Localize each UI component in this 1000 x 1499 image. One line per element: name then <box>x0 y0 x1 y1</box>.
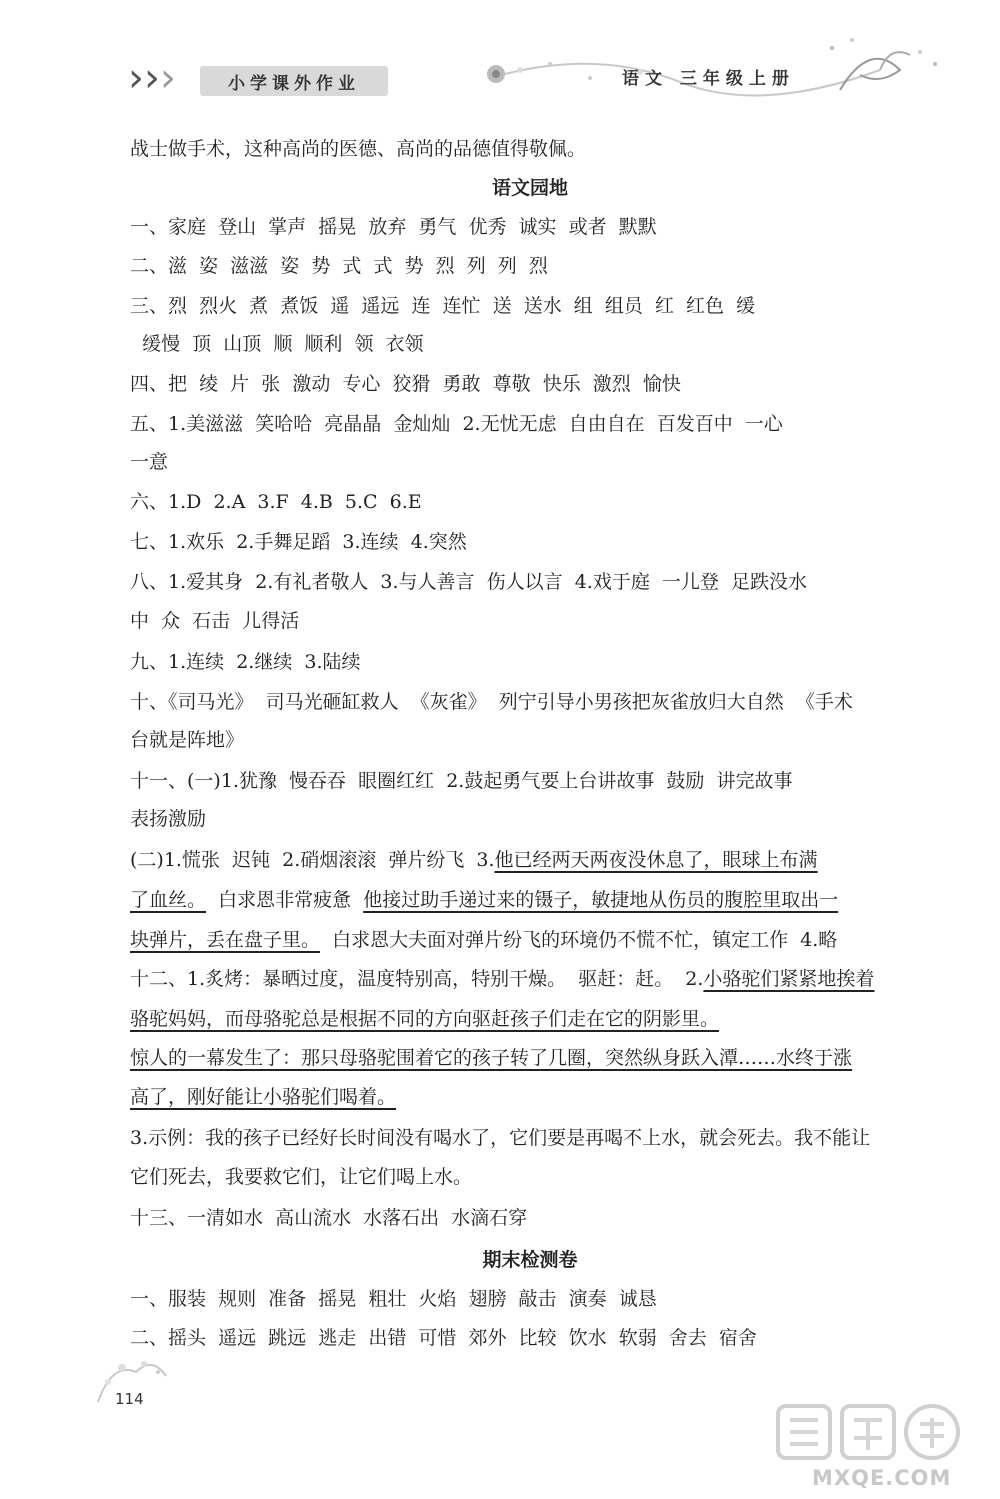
answer-line: 台就是阵地》 <box>130 729 245 751</box>
answer-text: 白求恩非常疲惫 <box>206 889 364 911</box>
chevron-right-icon: › <box>160 55 176 101</box>
underlined-answer: 他接过助手递过来的镊子，敏捷地从伤员的腹腔里取出一 <box>363 889 839 911</box>
answer-line <box>130 886 838 914</box>
page-header <box>0 0 1000 120</box>
answer-line: 七、1.欢乐 2.手舞足蹈 3.连续 4.突然 <box>130 531 467 553</box>
watermark-logo <box>768 1398 968 1468</box>
answer-line: 四、把 绫 片 张 激动 专心 狡猾 勇敢 尊敬 快乐 激烈 愉快 <box>130 373 681 395</box>
answer-line <box>130 965 874 993</box>
answer-line <box>130 926 837 954</box>
answer-line: 八、1.爱其身 2.有礼者敬人 3.与人善言 伤人以言 4.戏于庭 一儿登 足跌没水 <box>130 571 807 593</box>
answer-line: 六、1.D 2.A 3.F 4.B 5.C 6.E <box>130 491 422 513</box>
answer-line: 九、1.连续 2.继续 3.陆续 <box>130 651 361 673</box>
answer-line: 一、家庭 登山 掌声 摇晃 放弃 勇气 优秀 诚实 或者 默默 <box>130 216 657 238</box>
answer-line: 二、摇头 遥远 跳远 逃走 出错 可惜 郊外 比较 饮水 软弱 舍去 宿舍 <box>130 1327 757 1349</box>
section-title: 期末检测卷 <box>482 1249 578 1271</box>
series-title: 小学课外作业 <box>200 66 388 96</box>
answer-line: 五、1.美滋滋 笑哈哈 亮晶晶 金灿灿 2.无忧无虑 自由自在 百发百中 一心 <box>130 413 783 435</box>
underlined-answer: 小骆驼们紧紧地挨着 <box>703 968 875 990</box>
chevron-right-icon: ›› <box>128 55 160 101</box>
answer-line: 缓慢 顶 山顶 顺 顺利 领 衣领 <box>130 333 424 355</box>
answer-line: 十三、一清如水 高山流水 水落石出 水滴石穿 <box>130 1207 528 1229</box>
answer-line: 一、服装 规则 准备 摇晃 粗壮 火焰 翅膀 敲击 演奏 诚恳 <box>130 1288 657 1310</box>
answer-line: 一意 <box>130 451 169 473</box>
underlined-answer: 他已经两天两夜没休息了，眼球上布满 <box>494 849 818 871</box>
intro-line: 战士做手术，这种高尚的医德、高尚的品德值得敬佩。 <box>130 138 587 160</box>
answer-text: 十二、1.炙烤：暴晒过度，温度特别高，特别干燥。 驱赶：赶。 2. <box>130 968 704 990</box>
underlined-answer: 骆驼妈妈，而母骆驼总是根据不同的方向驱赶孩子们走在它的阴影里。 <box>130 1008 720 1030</box>
underlined-answer: 了血丝。 <box>130 889 207 911</box>
answer-line <box>130 846 818 874</box>
answer-line: 表扬激励 <box>130 808 207 830</box>
answer-line: 十一、(一)1.犹豫 慢吞吞 眼圈红红 2.鼓起勇气要上台讲故事 鼓励 讲完故事 <box>130 770 793 792</box>
answer-line: 二、滋 姿 滋滋 姿 势 式 式 势 烈 列 列 烈 <box>130 255 548 277</box>
watermark-url: MXQE.COM <box>812 1466 952 1490</box>
answer-text: 白求恩大夫面对弹片纷飞的环境仍不慌不忙，镇定工作 4.略 <box>320 929 838 951</box>
underlined-answer: 块弹片，丢在盘子里。 <box>130 929 321 951</box>
answer-line: 十、《司马光》 司马光砸缸救人 《灰雀》 列宁引导小男孩把灰雀放归大自然 《手术 <box>130 691 853 713</box>
answer-line: 3.示例：我的孩子已经好长时间没有喝水了，它们要是再喝不上水，就会死去。我不能让 <box>130 1127 871 1149</box>
underlined-answer: 惊人的一幕发生了：那只母骆驼围着它的孩子转了几圈，突然纵身跃入潭……水终于涨 <box>130 1047 853 1069</box>
answer-line: 中 众 石击 儿得活 <box>130 610 300 632</box>
section-title: 语文园地 <box>491 177 568 199</box>
underlined-answer: 高了，刚好能让小骆驼们喝着。 <box>130 1086 397 1108</box>
subject-grade: 语文 三年级上册 <box>622 69 795 89</box>
page-number: 114 <box>115 1390 144 1408</box>
answer-line: 三、烈 烈火 煮 煮饭 遥 遥远 连 连忙 送 送水 组 组员 红 红色 缓 <box>130 295 756 317</box>
answer-line: 它们死去，我要救它们，让它们喝上水。 <box>130 1166 473 1188</box>
answer-text: (二)1.慌张 迟钝 2.硝烟滚滚 弹片纷飞 3. <box>130 849 495 871</box>
